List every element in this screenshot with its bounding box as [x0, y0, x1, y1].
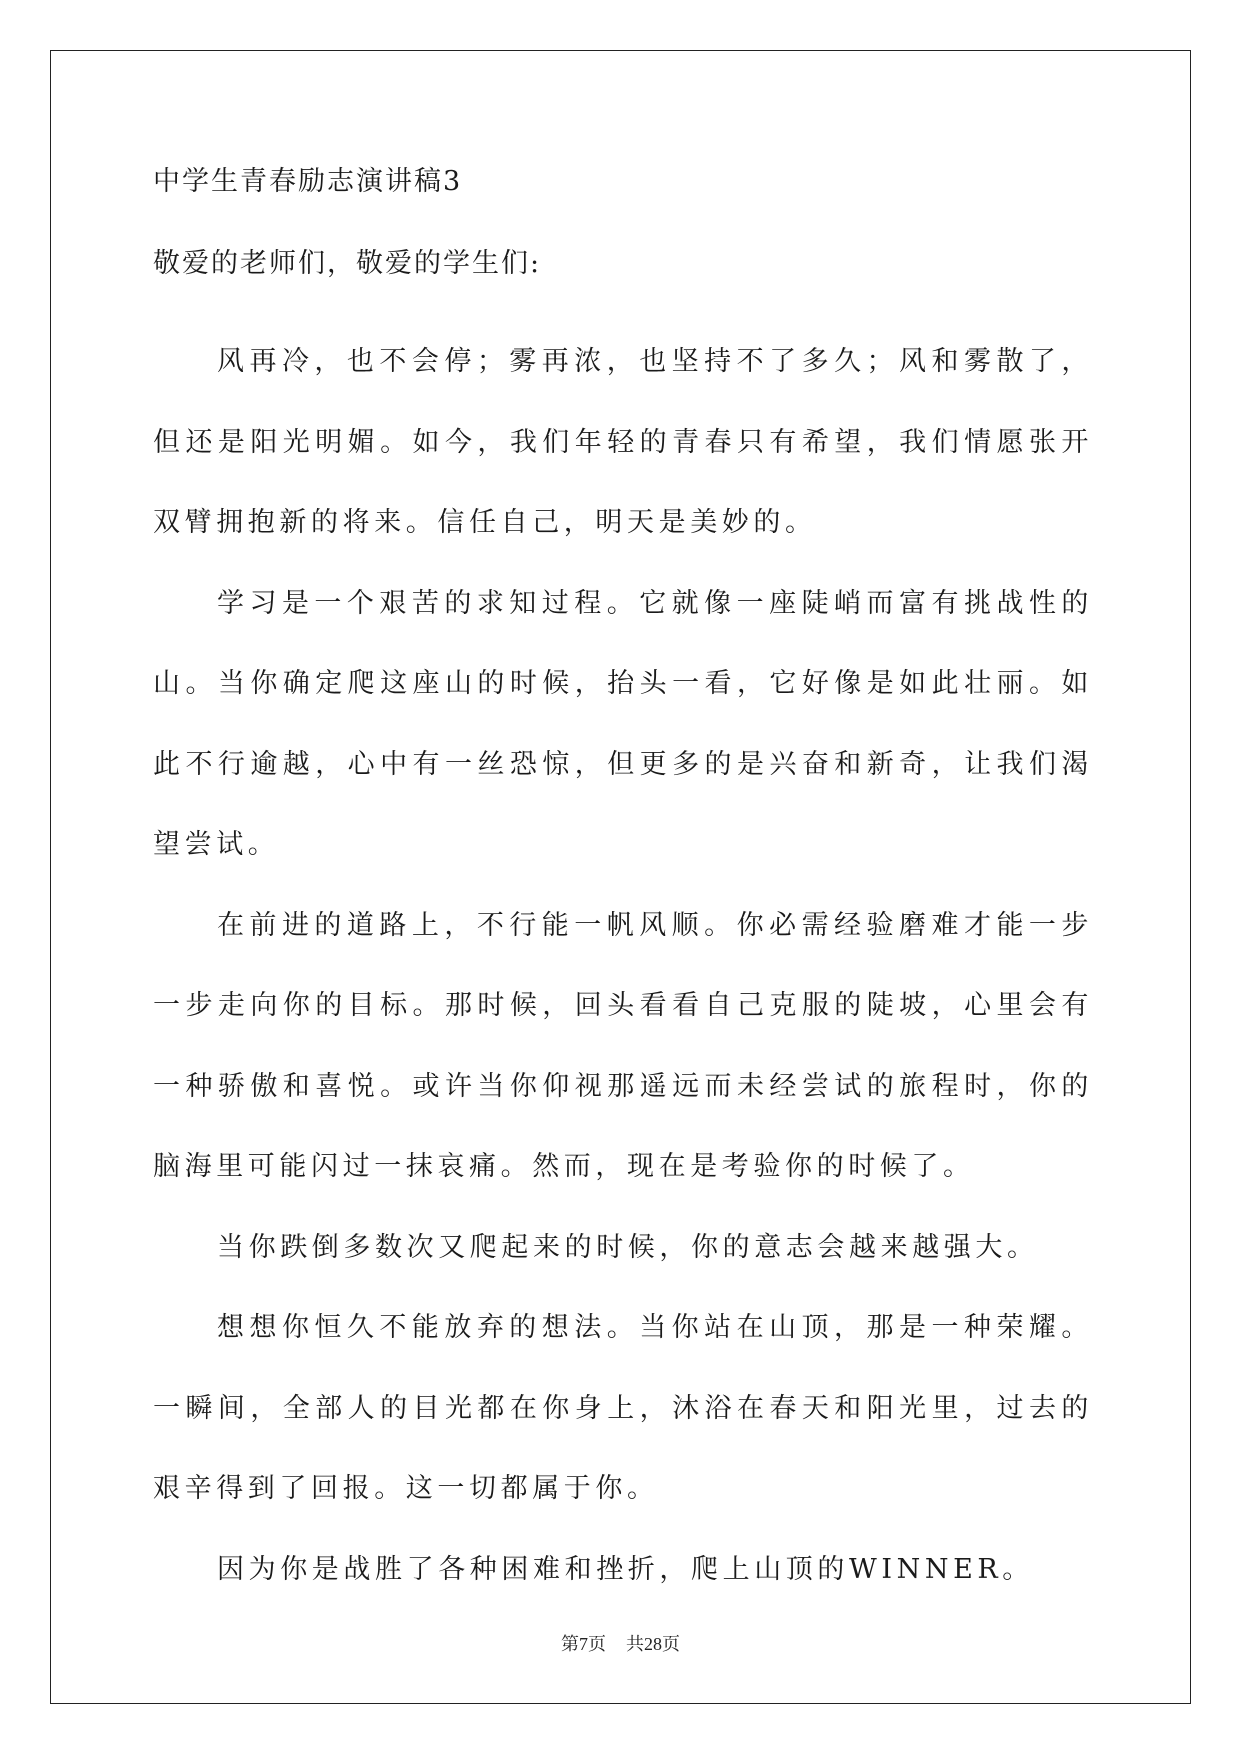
- paragraph: 在前进的道路上，不行能一帆风顺。你必需经验磨难才能一步一步走向你的目标。那时候，回头看看自己克服的陡坡，心里会有一种骄傲和喜悦。或许当你仰视那遥远而未经尝试的旅程时，你的脑海里可能闪过一抹哀痛。然而，现在是考验你的时候了。: [153, 909, 1093, 1182]
- page-total: 共28页: [626, 1634, 680, 1654]
- paragraph: 当你跌倒多数次又爬起来的时候，你的意志会越来越强大。: [217, 1231, 1039, 1263]
- document-title: 中学生青春励志演讲稿3: [153, 166, 463, 197]
- page-number: 第7页: [561, 1634, 606, 1654]
- paragraph: 因为你是战胜了各种困难和挫折，爬上山顶的WINNER。: [217, 1553, 1034, 1585]
- paragraph: 风再冷，也不会停；雾再浓，也坚持不了多久；风和雾散了，但还是阳光明媚。如今，我们年轻的青春只有希望，我们情愿张开双臂拥抱新的将来。信任自己，明天是美妙的。: [153, 346, 1093, 538]
- paragraph: 想想你恒久不能放弃的想法。当你站在山顶，那是一种荣耀。一瞬间，全部人的目光都在你身上，沐浴在春天和阳光里，过去的艰辛得到了回报。这一切都属于你。: [153, 1312, 1093, 1504]
- page-footer: [0, 1632, 1241, 1656]
- greeting-line: 敬爱的老师们，敬爱的学生们:: [153, 248, 542, 279]
- document-body: [153, 160, 1093, 1610]
- paragraph: 学习是一个艰苦的求知过程。它就像一座陡峭而富有挑战性的山。当你确定爬这座山的时候，抬头一看，它好像是如此壮丽。如此不行逾越，心中有一丝恐惊，但更多的是兴奋和新奇，让我们渴望尝试。: [153, 587, 1093, 860]
